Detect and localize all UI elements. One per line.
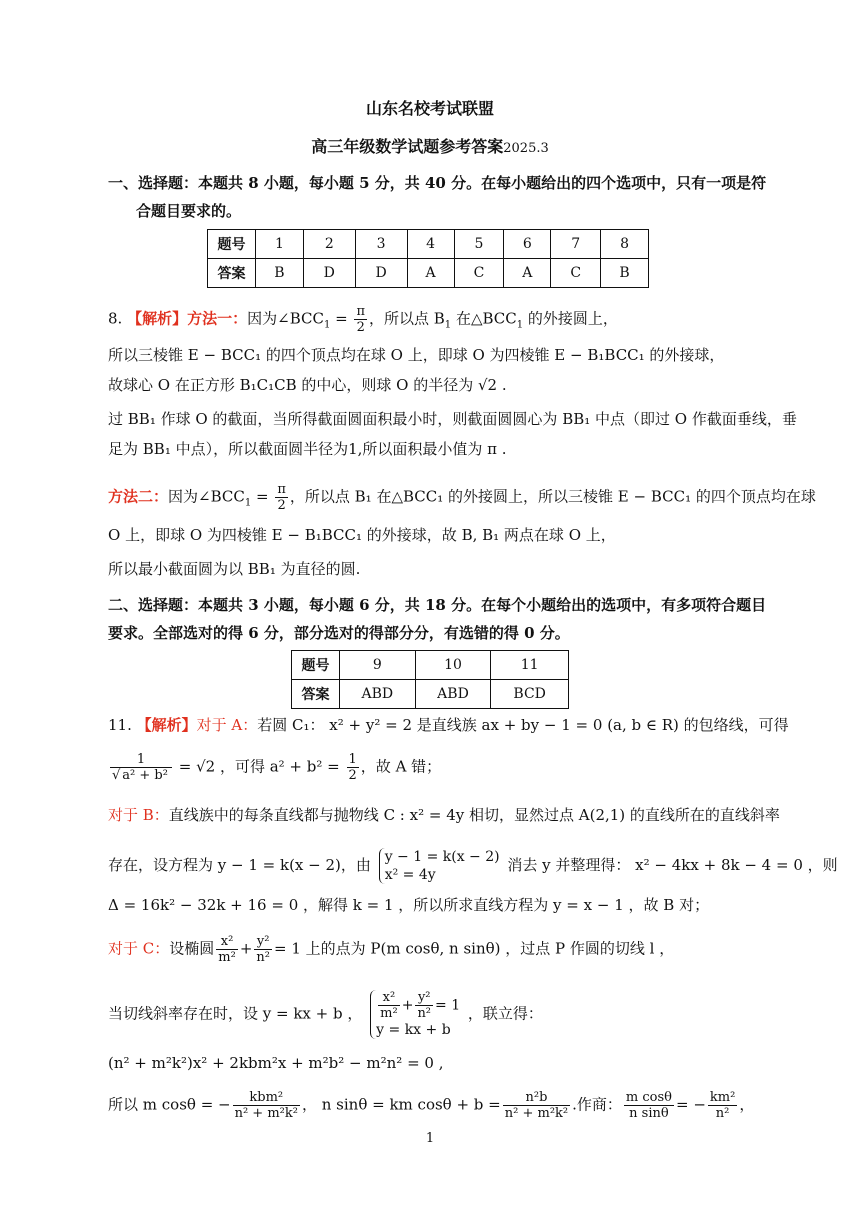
q8-t1a: 因为∠BCC bbox=[247, 309, 324, 328]
table-cell: 6 bbox=[504, 230, 551, 259]
q11-c4c: .作商： bbox=[572, 1095, 622, 1114]
subtitle-text: 高三年级数学试题参考答案 bbox=[311, 137, 504, 156]
fraction-n2b: $\frac{\text{n²b}}{\text{n² + m²k²}}$ bbox=[504, 1090, 569, 1121]
fraction-x2-m2-b: $\frac{\text{x²}}{\text{m²}}$ bbox=[380, 990, 398, 1021]
table-cell: ABD bbox=[340, 680, 416, 709]
q11-c4b: ， n sinθ = km cosθ + b = bbox=[301, 1095, 501, 1114]
q8-method2: 方法二： bbox=[108, 487, 169, 506]
q8-number: 8. bbox=[108, 309, 123, 328]
page-number: 1 bbox=[425, 1131, 435, 1146]
q11-line-5: Δ = 16k² − 32k + 16 = 0 ，解得 k = 1 ，所以所求直线方程为 y = x − 1 ，故 B 对； bbox=[108, 896, 710, 914]
table-cell: 8 bbox=[601, 230, 649, 259]
table-cell: 9 bbox=[340, 651, 416, 680]
q11-line-8: (n² + m²k²)x² + 2kbm²x + m²b² − m²n² = 0 , bbox=[108, 1054, 444, 1072]
table-cell: B bbox=[601, 259, 649, 288]
q11-c2b: ，联立得： bbox=[467, 1004, 543, 1023]
q11-line-4 bbox=[108, 848, 838, 884]
fraction-km2-n2: $\frac{\text{km²}}{\text{n²}}$ bbox=[709, 1090, 736, 1121]
subtitle-date: 2025.3 bbox=[503, 141, 549, 156]
page-title: 山东名校考试联盟 bbox=[365, 99, 494, 118]
page-subtitle bbox=[0, 136, 860, 160]
fraction-cos-sin: $\frac{\text{m cosθ}}{\text{n sinθ}}$ bbox=[625, 1090, 672, 1121]
table-row-answers bbox=[292, 680, 569, 709]
section1-heading: 一、选择题：本题共 8 小题，每小题 5 分，共 40 分。在每小题给出的四个选项中，只有一项是符 bbox=[108, 174, 767, 192]
answer-table-1 bbox=[207, 229, 649, 288]
q8-line-5: 足为 BB₁ 中点），所以截面圆半径为1,所以面积最小值为 π . bbox=[108, 440, 507, 458]
table-cell: 4 bbox=[407, 230, 454, 259]
q11-line-1 bbox=[108, 714, 789, 736]
section1-heading-cont: 合题目要求的。 bbox=[136, 202, 242, 220]
q8-t1c: 在△BCC bbox=[455, 309, 517, 328]
table-cell: 2 bbox=[303, 230, 355, 259]
table-cell: 11 bbox=[491, 651, 569, 680]
q11-b1: 直线族中的每条直线都与抛物线 C : x² = 4y 相切，显然过点 A(2,1) 的直线所在的直线斜率 bbox=[168, 806, 780, 824]
q8-m2a: 因为∠BCC bbox=[168, 487, 245, 506]
pi-over-2: $\frac{\pi}{2}$ bbox=[356, 304, 365, 335]
q11-line-6: 对于 C：设椭圆 $\frac{\text{x²}}{\text{m²}}$ + $\frac{\text{y²}}{\text{n²}}$ = 1 上的点为 P(m cosθ, n sinθ) ，过点 P 作圆的切线 l ， bbox=[108, 934, 675, 965]
table-row-answers bbox=[208, 259, 649, 288]
q8-line-1: 8. 【解析】方法一：因为$\angle BCC_1$ = $\frac{\pi}{2}$ ，所以点 $B_1$ 在$\triangle BCC_1$ 的外接圆上， bbox=[108, 304, 618, 335]
table-row-questions bbox=[292, 651, 569, 680]
fraction-kbm2: $\frac{\text{kbm²}}{\text{n² + m²k²}}$ bbox=[234, 1090, 298, 1121]
fraction-y2-n2: $\frac{\text{y²}}{\text{n²}}$ bbox=[256, 934, 270, 965]
q11-tag: 【解析】 bbox=[136, 716, 197, 734]
q11-number: 11. bbox=[108, 716, 132, 734]
sys-eq-1: y − 1 = k(x − 2) bbox=[384, 849, 500, 865]
q8-line-3: 故球心 O 在正方形 B₁C₁CB 的中心，则球 O 的半径为 √2 . bbox=[108, 376, 507, 394]
table-cell: ABD bbox=[415, 680, 491, 709]
table-cell: A bbox=[407, 259, 454, 288]
q11-forB: 对于 B： bbox=[108, 806, 169, 824]
table-cell: 3 bbox=[355, 230, 407, 259]
q11-c1a: 设椭圆 bbox=[169, 939, 215, 958]
sys-eq-2: x² = 4y bbox=[384, 867, 436, 883]
table-row-questions bbox=[208, 230, 649, 259]
q11-line-9: 所以 m cosθ = − $\frac{\text{kbm²}}{\text{n² + m²k²}}$ ， n sinθ = km cosθ + b = $\frac{\text{n²b}}{\text{n² + m²k²}}$ .作商： $\frac{\text{m cosθ}}{\text{n sinθ}}$ = − $\frac{\text{km²}}{\text{n²}}$ ， bbox=[108, 1090, 755, 1121]
section2-heading-cont: 要求。全部选对的得 6 分，部分选对的得部分分，有选错的得 0 分。 bbox=[108, 624, 570, 642]
q8-line-7: O 上，即球 O 为四棱锥 E − B₁BCC₁ 的外接球，故 B, B₁ 两点在球 O 上， bbox=[108, 526, 616, 544]
table-cell: C bbox=[551, 259, 601, 288]
q11-c2a: 当切线斜率存在时，设 y = kx + b ， bbox=[108, 1004, 363, 1023]
equation-system-b bbox=[379, 848, 500, 884]
answer-table-2 bbox=[291, 650, 569, 709]
fraction-y2-n2-b: $\frac{\text{y²}}{\text{n²}}$ bbox=[417, 990, 432, 1021]
q8-t1b: 所以点 B bbox=[384, 309, 445, 328]
q8-method2-line: 方法二：因为$\angle BCC_1$ = $\frac{\pi}{2}$ ，所以点 B₁ 在△BCC₁ 的外接圆上，所以三棱锥 E − BCC₁ 的四个顶点均在球 bbox=[108, 482, 816, 513]
q8-line-4: 过 BB₁ 作球 O 的截面，当所得截面圆面积最小时，则截面圆圆心为 BB₁ 中点（即过 O 作截面垂线，垂 bbox=[108, 410, 797, 428]
table-cell: D bbox=[355, 259, 407, 288]
sys-c-eq-2: y = kx + b bbox=[376, 1022, 451, 1038]
q8-tag: 【解析】 bbox=[127, 309, 188, 328]
q11-forC: 对于 C： bbox=[108, 939, 170, 958]
q11-c4a: 所以 m cosθ = − bbox=[108, 1095, 231, 1114]
table-cell: D bbox=[303, 259, 355, 288]
q8-line-8: 所以最小截面圆为以 BB₁ 为直径的圆. bbox=[108, 560, 361, 578]
q11-a2: = √2 ，可得 a² + b² = bbox=[178, 757, 340, 776]
table-cell: C bbox=[454, 259, 504, 288]
q11-b2a: 存在，设方程为 y − 1 = k(x − 2)，由 bbox=[108, 856, 371, 874]
table-cell: 10 bbox=[415, 651, 491, 680]
fraction-1-over-sqrt: $\frac{1}{\text{√ a² + b²}}$ bbox=[110, 752, 172, 783]
equation-system-c: $\frac{\text{x²}}{\text{m²}}$ + $\frac{\text{y²}}{\text{n²}}$ = 1 y = kx + b bbox=[370, 990, 460, 1039]
q8-method1: 方法一： bbox=[187, 309, 248, 328]
q8-t1d: 的外接圆上， bbox=[527, 309, 618, 328]
table-cell: 1 bbox=[256, 230, 304, 259]
table-cell: 5 bbox=[454, 230, 504, 259]
table-header-cell: 答案 bbox=[208, 259, 256, 288]
pi-over-2-b: $\frac{\pi}{2}$ bbox=[277, 482, 286, 513]
q11-a2b: ，故 A 错； bbox=[360, 757, 442, 776]
table-cell: BCD bbox=[491, 680, 569, 709]
q11-c1b: = 1 上的点为 P(m cosθ, n sinθ) ，过点 P 作圆的切线 l ， bbox=[273, 939, 675, 958]
section2-heading: 二、选择题：本题共 3 小题，每小题 6 分，共 18 分。在每个小题给出的选项中，有多项符合题目 bbox=[108, 596, 767, 614]
table-cell: 7 bbox=[551, 230, 601, 259]
q11-b2b: 消去 y 并整理得： x² − 4kx + 8k − 4 = 0 ，则 bbox=[507, 856, 838, 874]
fraction-half: $\frac{1}{2}$ bbox=[348, 752, 357, 783]
q11-forA: 对于 A： bbox=[196, 716, 258, 734]
table-cell: B bbox=[256, 259, 304, 288]
table-header-cell: 题号 bbox=[208, 230, 256, 259]
table-header-cell: 答案 bbox=[292, 680, 340, 709]
q8-m2b: 所以点 B₁ 在△BCC₁ 的外接圆上，所以三棱锥 E − BCC₁ 的四个顶点均在球 bbox=[304, 487, 816, 506]
q11-line-2 bbox=[108, 752, 441, 783]
q11-line-3 bbox=[108, 804, 780, 826]
q8-line-2: 所以三棱锥 E − BCC₁ 的四个顶点均在球 O 上，即球 O 为四棱锥 E − B₁BCC₁ 的外接球， bbox=[108, 346, 725, 364]
q11-a1: 若圆 C₁： x² + y² = 2 是直线族 ax + by − 1 = 0 (a, b ∈ R) 的包络线，可得 bbox=[257, 716, 789, 734]
fraction-x2-m2: $\frac{\text{x²}}{\text{m²}}$ bbox=[218, 934, 236, 965]
table-header-cell: 题号 bbox=[292, 651, 340, 680]
q11-line-7 bbox=[108, 990, 543, 1039]
q11-c4d: = − bbox=[675, 1095, 706, 1114]
table-cell: A bbox=[504, 259, 551, 288]
